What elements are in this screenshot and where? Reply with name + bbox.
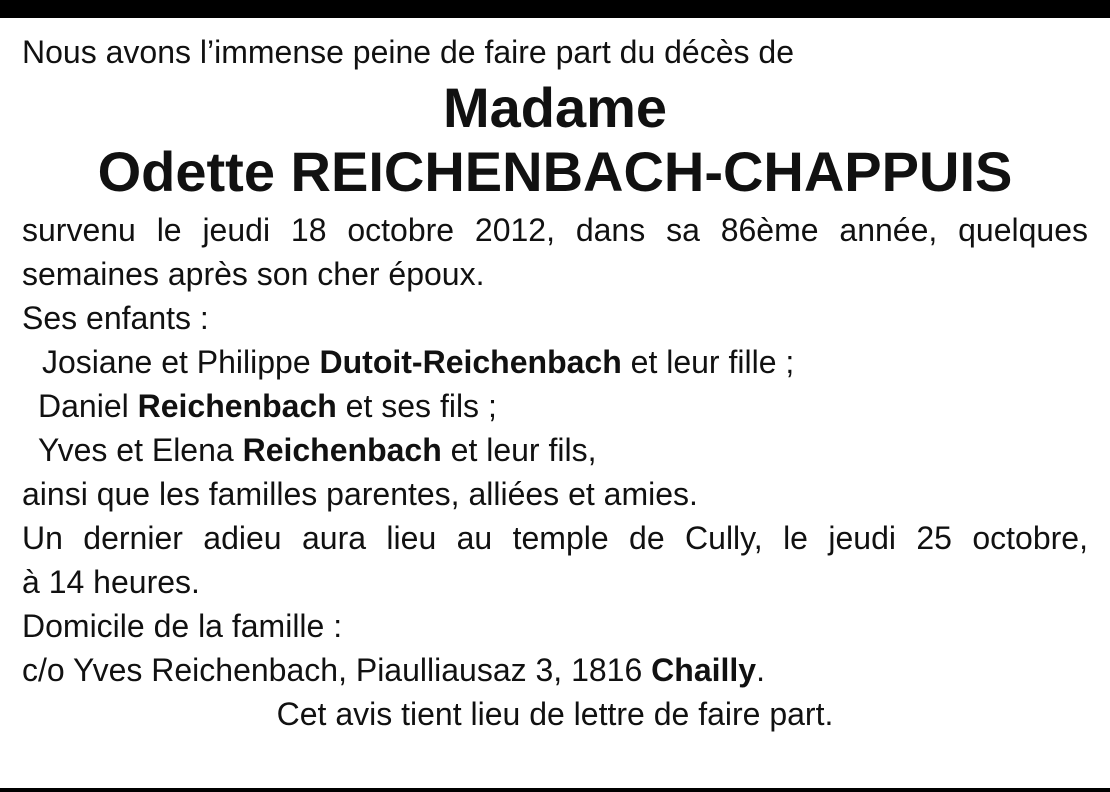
address-line [22,648,1088,692]
address-city: Chailly [651,652,757,688]
death-date-word: octobre [347,212,455,248]
intro-text: Nous avons l’immense peine de faire part du décès de [22,34,794,70]
child-3-suffix: et leur fils, [441,432,597,468]
death-date-word: 18 [290,212,327,248]
domicile-label: Domicile de la famille : [22,608,343,644]
address-suffix: . [756,652,765,688]
death-date-word: dans [575,212,646,248]
death-date-line-2: semaines après son cher époux. [22,256,485,292]
ceremony-word: adieu [203,520,282,556]
death-date-word: survenu [22,212,136,248]
death-date-word: sa [666,212,700,248]
child-2-suffix: et ses fils ; [336,388,497,424]
child-1-suffix: et leur fille ; [621,344,795,380]
address-prefix: c/o Yves Reichenbach, Piaulliausaz 3, 1816 [22,652,652,688]
child-entry-2 [22,384,1088,428]
child-3-surname: Reichenbach [242,432,442,468]
ceremony-word: le [783,520,808,556]
death-date-word: quelques [958,212,1088,248]
death-date-word: année, [839,212,938,248]
deceased-heading [22,76,1088,204]
ceremony-word: aura [301,520,367,556]
ceremony-time: à 14 heures. [22,564,200,600]
child-entry-3 [22,428,1088,472]
obituary-notice [22,30,1088,736]
death-date-word: 86ème [720,212,819,248]
bottom-border [0,788,1110,792]
ceremony-word: temple [512,520,609,556]
ceremony-word: jeudi [828,520,896,556]
death-date-word: le [156,212,182,248]
ceremony-word: octobre, [972,520,1088,556]
child-1-surname: Dutoit-Reichenbach [319,344,622,380]
death-date-word: 2012, [474,212,555,248]
ceremony-word: 25 [916,520,952,556]
ceremony-word: de [629,520,665,556]
ceremony-word: dernier [83,520,183,556]
death-date-word: jeudi [202,212,271,248]
death-date-line [22,208,1088,252]
child-1-prefix: Josiane et Philippe [42,344,320,380]
ceremony-line [22,516,1088,560]
ceremony-word: Cully, [685,520,763,556]
child-3-prefix: Yves et Elena [38,432,243,468]
ceremony-word: lieu [386,520,437,556]
child-entry-1 [22,340,1088,384]
closing-note: Cet avis tient lieu de lettre de faire part. [276,696,834,732]
child-2-surname: Reichenbach [137,388,337,424]
ceremony-word: au [456,520,493,556]
child-2-prefix: Daniel [38,388,138,424]
top-border [0,0,1110,18]
deceased-title: Madame [442,76,668,139]
deceased-name: Odette REICHENBACH-CHAPPUIS [97,140,1013,203]
children-intro: Ses enfants : [22,300,209,336]
ceremony-word: Un [22,520,63,556]
families-line: ainsi que les familles parentes, alliées et amies. [22,476,698,512]
